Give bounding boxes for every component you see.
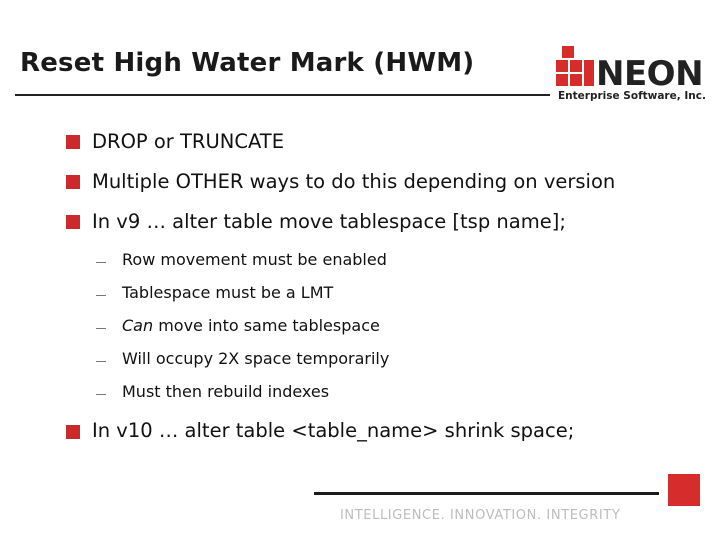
bullet-text: In v9 … alter table move tablespace [tsp name]; [92, 210, 566, 233]
bullet-marker [66, 425, 80, 439]
footer-divider [314, 492, 659, 495]
bullet-marker [66, 135, 80, 149]
sub-bullet-text: Row movement must be enabled [122, 250, 387, 269]
footer-tagline: INTELLIGENCE. INNOVATION. INTEGRITY [340, 508, 621, 523]
company-logo [556, 44, 716, 104]
logo-wordmark: NEON [596, 54, 704, 94]
sub-bullet-text: Must then rebuild indexes [122, 382, 330, 401]
sub-bullet-text: Tablespace must be a LMT [122, 283, 334, 302]
sub-bullet-text [122, 316, 380, 335]
bullet-text: In v10 … alter table <table_name> shrink space; [92, 419, 575, 442]
slide-title: Reset High Water Mark (HWM) [20, 48, 475, 78]
sub-bullet-dash [96, 295, 106, 296]
sub-bullet-dash [96, 262, 106, 263]
sub-bullet-text: Will occupy 2X space temporarily [122, 349, 390, 368]
title-divider [15, 94, 550, 96]
bullet-text: DROP or TRUNCATE [92, 130, 285, 153]
sub-bullet-dash [96, 328, 106, 329]
sub-bullet-dash [96, 361, 106, 362]
bullet-text: Multiple OTHER ways to do this depending on version [92, 170, 616, 193]
bullet-marker [66, 175, 80, 189]
bullet-marker [66, 215, 80, 229]
emphasis-text: Can [122, 316, 154, 335]
logo-tagline: Enterprise Software, Inc. [558, 90, 706, 102]
sub-bullet-dash [96, 394, 106, 395]
footer-accent-square [668, 474, 700, 506]
sub-bullet-text-rest: move into same tablespace [153, 316, 380, 335]
